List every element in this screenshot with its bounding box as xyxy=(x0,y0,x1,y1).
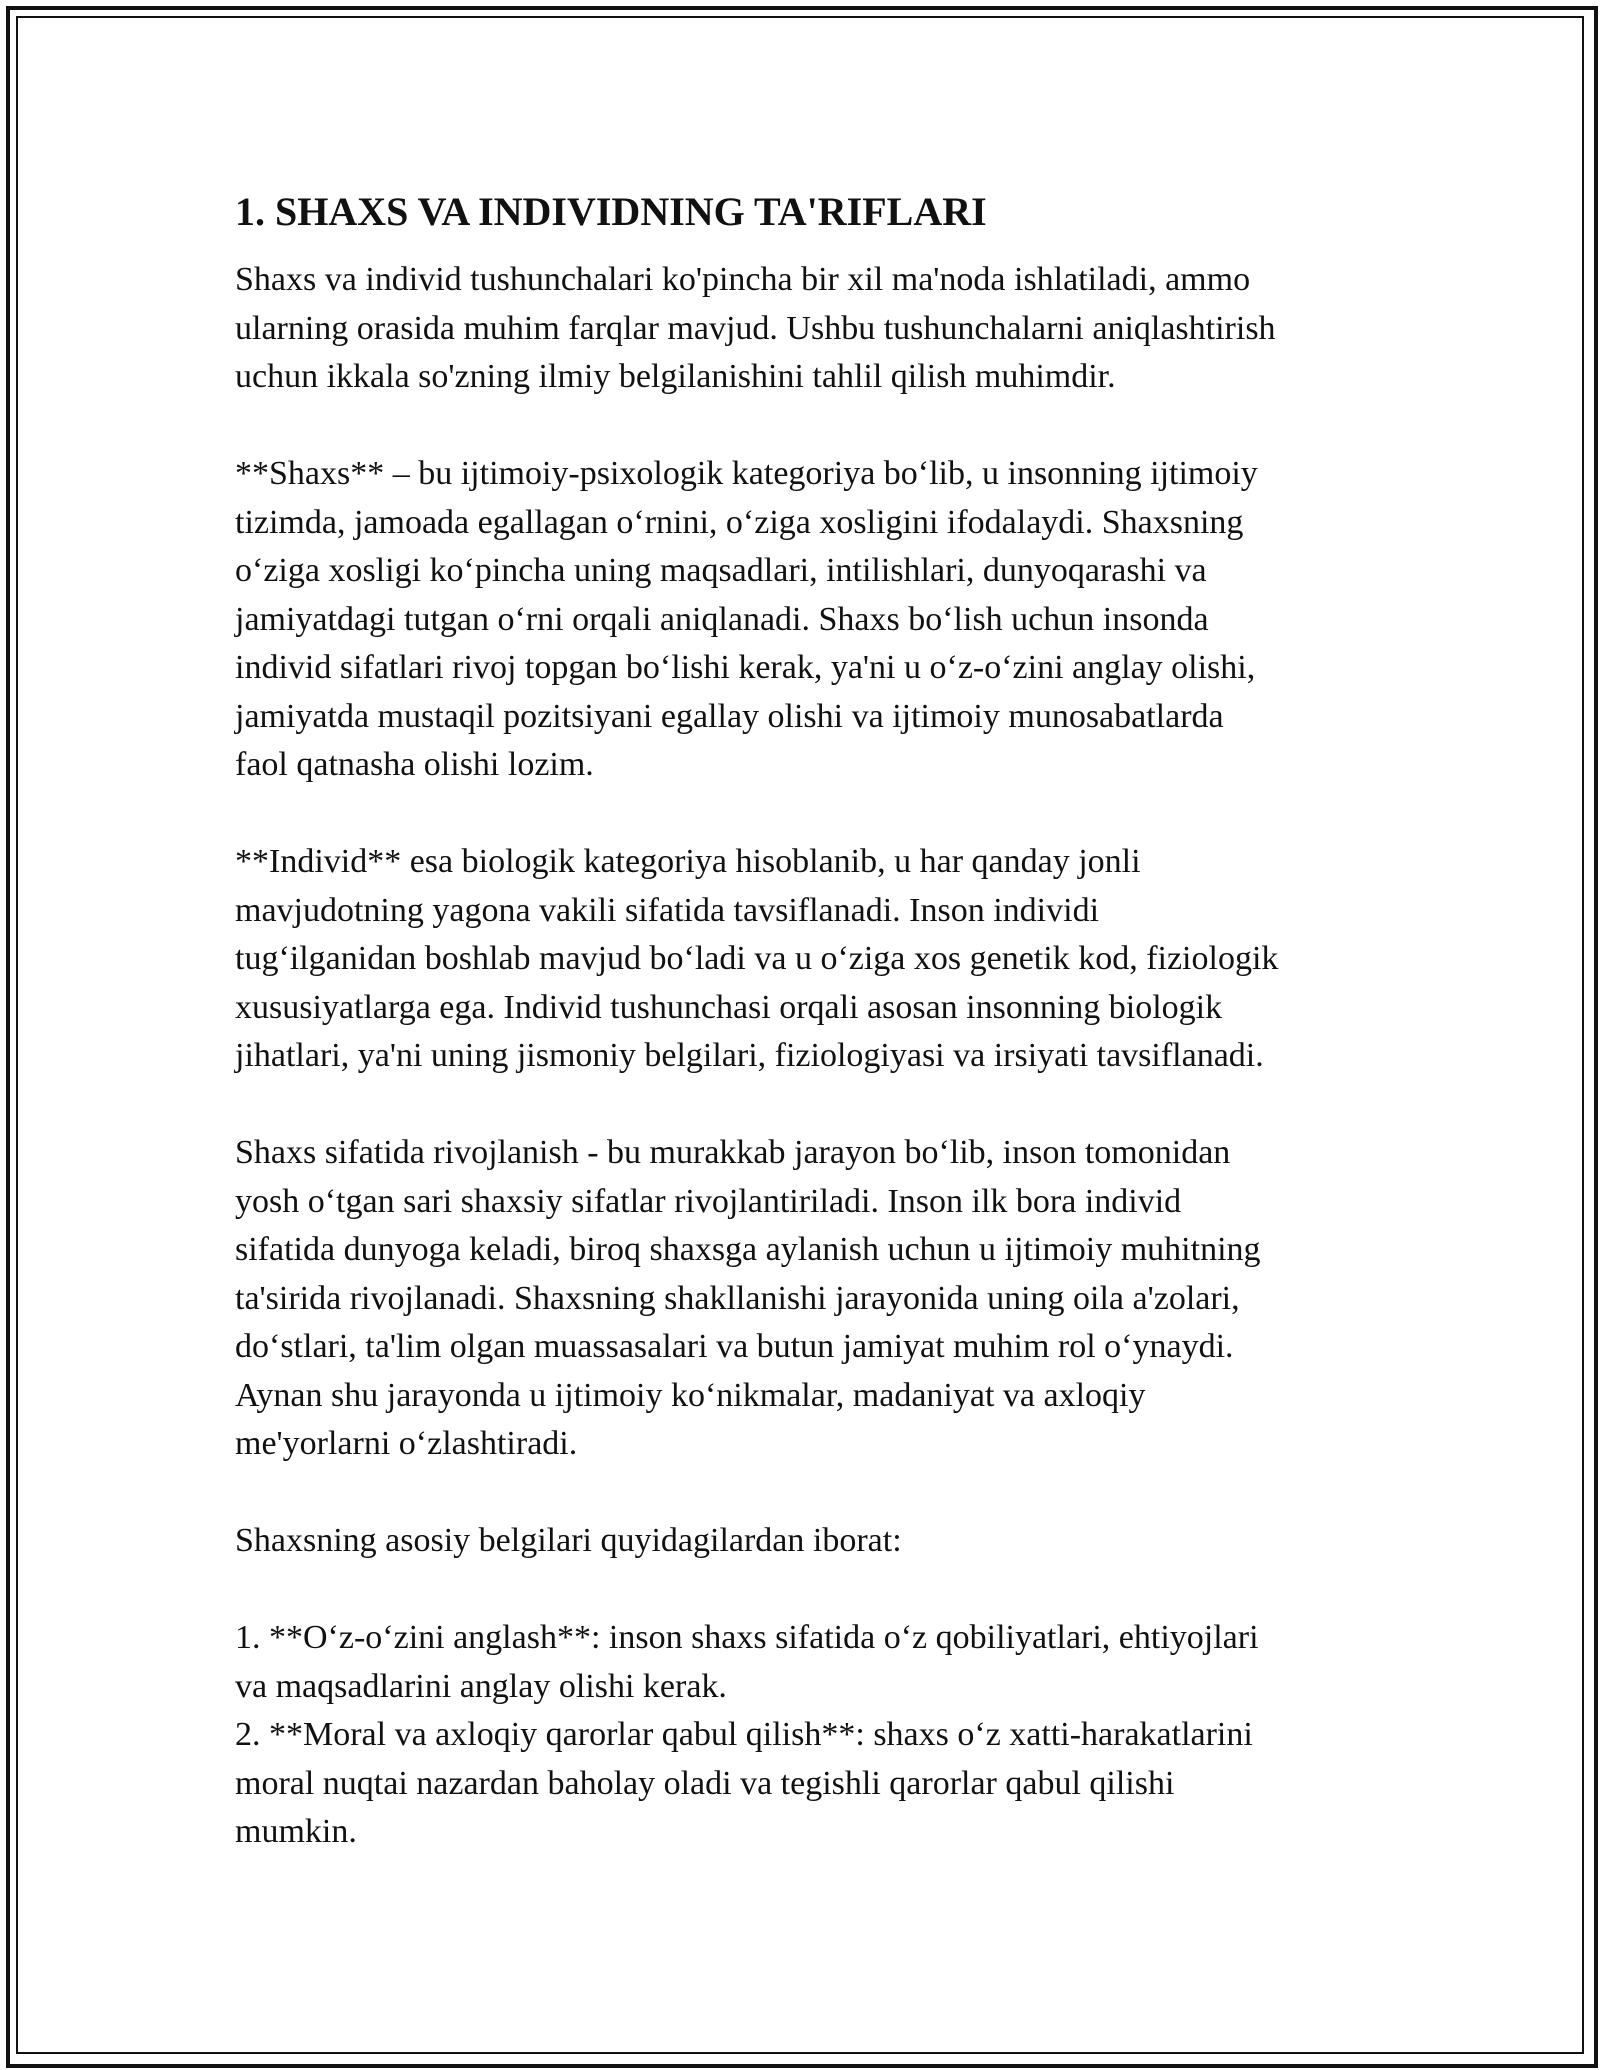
document-title: 1. SHAXS VA INDIVIDNING TA'RIFLARI xyxy=(235,189,987,234)
document-body xyxy=(235,186,1385,1857)
text-line: yosh o‘tgan sari shaxsiy sifatlar rivojlantiriladi. Inson ilk bora individ xyxy=(235,1182,1182,1220)
text-line: Shaxs va individ tushunchalari ko'pincha bir xil ma'noda ishlatiladi, ammo xyxy=(235,261,1251,298)
list-item-line: 2. **Moral va axloqiy qarorlar qabul qilish**: shaxs o‘z xatti-harakatlarini xyxy=(235,1716,1253,1753)
paragraph-development xyxy=(235,1129,1385,1469)
list-item-line: mumkin. xyxy=(235,1813,357,1850)
text-line: faol qatnasha olishi lozim. xyxy=(235,746,594,783)
paragraph-list-intro xyxy=(235,1517,1385,1566)
text-line: xususiyatlarga ega. Individ tushunchasi orqali asosan insonning biologik xyxy=(235,988,1223,1026)
text-line: o‘ziga xosligi ko‘pincha uning maqsadlari, intilishlari, dunyoqarashi va xyxy=(235,552,1207,589)
text-line: do‘stlari, ta'lim olgan muassasalari va butun jamiyat muhim rol o‘ynaydi. xyxy=(235,1328,1234,1365)
text-line: individ sifatlari rivoj topgan bo‘lishi kerak, ya'ni u o‘z-o‘zini anglay olishi, xyxy=(235,649,1256,686)
text-line: Aynan shu jarayonda u ijtimoiy ko‘nikmalar, madaniyat va axloqiy xyxy=(235,1376,1146,1414)
text-line: me'yorlarni o‘zlashtiradi. xyxy=(235,1425,578,1462)
text-line: jihatlari, ya'ni uning jismoniy belgilari, fiziologiyasi va irsiyati tavsiflanadi. xyxy=(235,1037,1264,1074)
text-line: jamiyatda mustaqil pozitsiyani egallay olishi va ijtimoiy munosabatlarda xyxy=(235,697,1224,735)
list-item-line: 1. **O‘z-o‘zini anglash**: inson shaxs sifatida o‘z qobiliyatlari, ehtiyojlari xyxy=(235,1619,1259,1656)
text-line: tug‘ilganidan boshlab mavjud bo‘ladi va u o‘ziga xos genetik kod, fiziologik xyxy=(235,940,1279,977)
paragraph-shaxs xyxy=(235,450,1385,790)
paragraph-individ xyxy=(235,838,1385,1081)
text-line: mavjudotning yagona vakili sifatida tavsiflanadi. Inson individi xyxy=(235,891,1100,929)
list-item-line: moral nuqtai nazardan baholay oladi va tegishli qarorlar qabul qilishi xyxy=(235,1764,1175,1802)
numbered-list xyxy=(235,1614,1385,1857)
text-line: **Individ** esa biologik kategoriya hisoblanib, u har qanday jonli xyxy=(235,843,1141,880)
text-line: **Shaxs** – bu ijtimoiy-psixologik kategoriya bo‘lib, u insonning ijtimoiy xyxy=(235,455,1258,492)
text-line: tizimda, jamoada egallagan o‘rnini, o‘ziga xosligini ifodalaydi. Shaxsning xyxy=(235,503,1244,541)
text-line: uchun ikkala so'zning ilmiy belgilanishini tahlil qilish muhimdir. xyxy=(235,358,1116,395)
text-line: jamiyatdagi tutgan o‘rni orqali aniqlanadi. Shaxs bo‘lish uchun insonda xyxy=(235,600,1209,638)
text-line: ta'sirida rivojlanadi. Shaxsning shakllanishi jarayonida uning oila a'zolari, xyxy=(235,1279,1240,1317)
text-line: sifatida dunyoga keladi, biroq shaxsga aylanish uchun u ijtimoiy muhitning xyxy=(235,1231,1261,1268)
text-line: ularning orasida muhim farqlar mavjud. Ushbu tushunchalarni aniqlashtirish xyxy=(235,309,1276,347)
text-line: Shaxsning asosiy belgilari quyidagilardan iborat: xyxy=(235,1522,902,1559)
text-line: Shaxs sifatida rivojlanish - bu murakkab jarayon bo‘lib, inson tomonidan xyxy=(235,1134,1231,1171)
list-item-line: va maqsadlarini anglay olishi kerak. xyxy=(235,1667,727,1705)
paragraph-intro xyxy=(235,256,1385,402)
